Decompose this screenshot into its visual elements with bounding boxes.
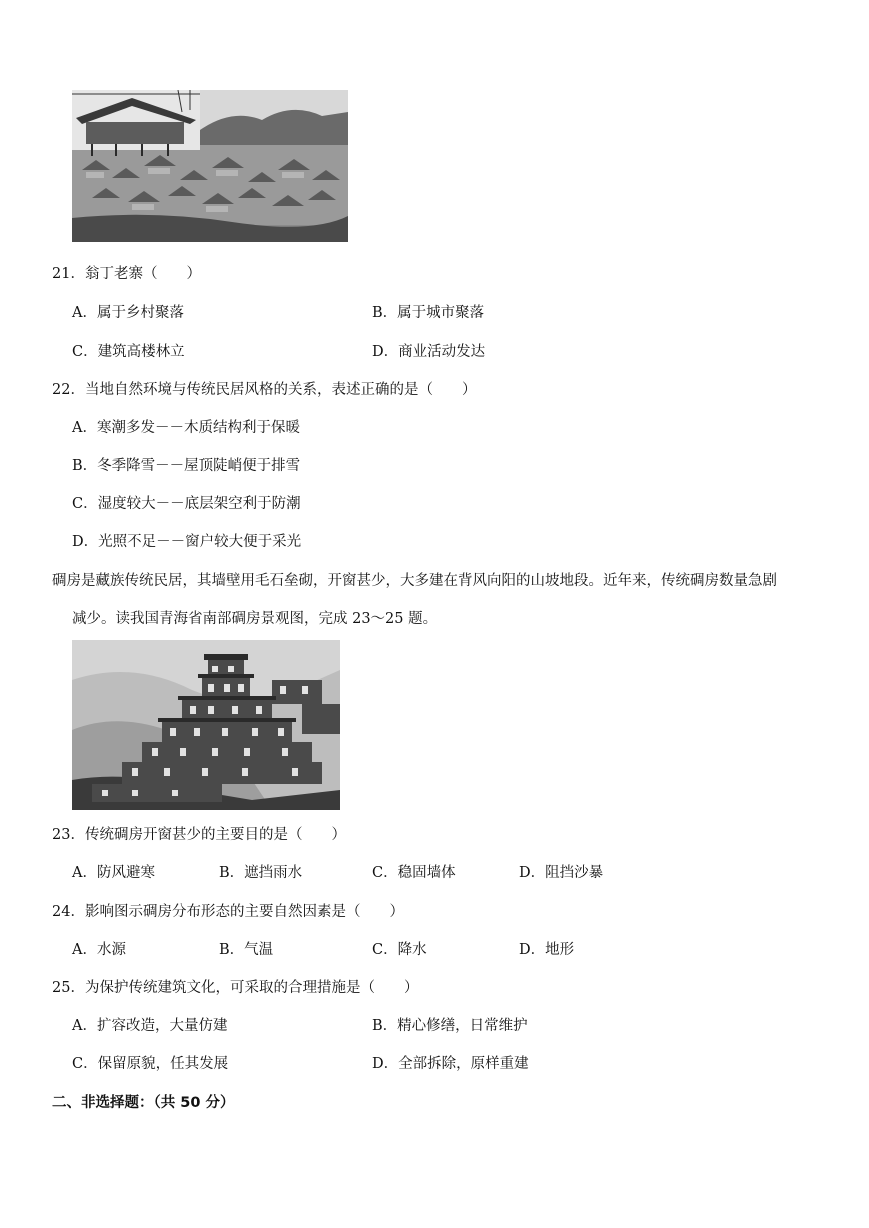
q21-option-b[interactable]: B．属于城市聚落 (372, 305, 485, 321)
q25-option-b[interactable]: B．精心修缮，日常维护 (372, 1018, 528, 1034)
q21-option-d[interactable]: D．商业活动发达 (372, 344, 486, 360)
q24-stem: 24．影响图示碉房分布形态的主要自然因素是（ ） (52, 904, 404, 920)
q23-option-c[interactable]: C．稳固墙体 (372, 865, 456, 881)
q21-option-a[interactable]: A．属于乡村聚落 (72, 305, 184, 321)
q24-option-d[interactable]: D．地形 (519, 942, 575, 958)
q24-option-a[interactable]: A．水源 (72, 942, 126, 958)
q23-stem: 23．传统碉房开窗甚少的主要目的是（ ） (52, 827, 346, 843)
q23-option-d[interactable]: D．阻挡沙暴 (519, 865, 604, 881)
q25-option-c[interactable]: C．保留原貌，任其发展 (72, 1056, 229, 1072)
q22-option-b[interactable]: B．冬季降雪－－屋顶陡峭便于排雪 (72, 458, 301, 474)
q22-option-c[interactable]: C．湿度较大－－底层架空利于防潮 (72, 496, 301, 512)
q25-stem: 25．为保护传统建筑文化，可采取的合理措施是（ ） (52, 980, 419, 996)
village-photo (72, 90, 348, 242)
passage-line-2: 减少。读我国青海省南部碉房景观图，完成 23～25 题。 (72, 611, 438, 627)
q24-option-c[interactable]: C．降水 (372, 942, 427, 958)
q25-option-d[interactable]: D．全部拆除，原样重建 (372, 1056, 529, 1072)
q22-stem: 22．当地自然环境与传统民居风格的关系，表述正确的是（ ） (52, 382, 477, 398)
section-2-title: 二、非选择题：（共 50 分） (52, 1095, 235, 1111)
q23-option-a[interactable]: A．防风避寒 (72, 865, 155, 881)
q24-option-b[interactable]: B．气温 (219, 942, 274, 958)
q22-option-a[interactable]: A．寒潮多发－－木质结构利于保暖 (72, 420, 300, 436)
q21-option-c[interactable]: C．建筑高楼林立 (72, 344, 185, 360)
q25-option-a[interactable]: A．扩容改造，大量仿建 (72, 1018, 228, 1034)
q21-stem: 21．翁丁老寨（ ） (52, 266, 201, 282)
passage-line-1: 碉房是藏族传统民居，其墙壁用毛石垒砌，开窗甚少，大多建在背风向阳的山坡地段。近年来，传统碉房数量急剧 (52, 573, 777, 589)
q22-option-d[interactable]: D．光照不足－－窗户较大便于采光 (72, 534, 302, 550)
q23-option-b[interactable]: B．遮挡雨水 (219, 865, 303, 881)
diaofang-photo (72, 640, 340, 810)
